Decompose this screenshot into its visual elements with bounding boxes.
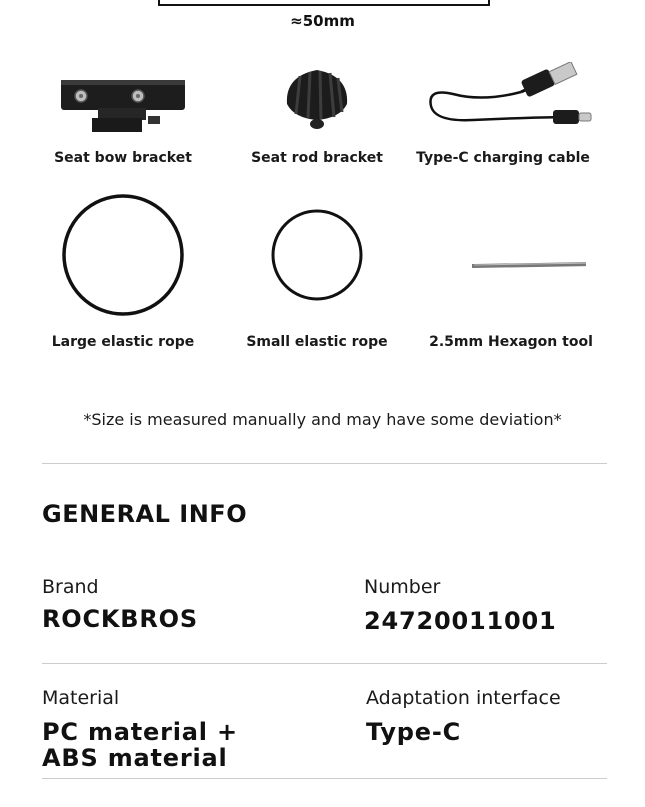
accessory-label: Type-C charging cable	[416, 150, 590, 166]
interface-label: Adaptation interface	[366, 687, 561, 709]
accessory-hex-tool	[406, 194, 616, 350]
accessory-label: 2.5mm Hexagon tool	[429, 334, 593, 350]
accessory-label: Large elastic rope	[51, 334, 195, 350]
size-note: *Size is measured manually and may have some deviation*	[83, 410, 562, 429]
dimension-bracket	[158, 0, 490, 6]
general-info-title: GENERAL INFO	[42, 500, 248, 528]
large-ring-icon	[58, 194, 188, 324]
divider	[42, 778, 607, 779]
accessory-seat-rod-bracket	[212, 62, 422, 166]
material-value-line1: PC material +	[42, 718, 238, 746]
type-c-cable-icon	[413, 62, 593, 142]
accessory-label: Seat rod bracket	[251, 150, 383, 166]
brand-value: ROCKBROS	[42, 605, 198, 633]
number-value: 24720011001	[364, 607, 557, 635]
accessory-small-elastic-rope	[212, 194, 422, 350]
hex-key-icon	[436, 194, 586, 324]
dimension-label: ≈50mm	[290, 12, 355, 30]
material-value-line2: ABS material	[42, 744, 228, 772]
accessory-seat-bow-bracket	[18, 62, 228, 166]
divider	[42, 663, 607, 664]
accessory-large-elastic-rope	[18, 194, 228, 350]
seat-bow-bracket-icon	[48, 62, 198, 142]
interface-value: Type-C	[366, 718, 461, 746]
accessory-label: Small elastic rope	[246, 334, 388, 350]
seat-rod-bracket-icon	[242, 62, 392, 142]
small-ring-icon	[252, 194, 382, 324]
brand-label: Brand	[42, 576, 99, 598]
material-label: Material	[42, 687, 120, 709]
accessory-label: Seat bow bracket	[54, 150, 192, 166]
accessory-type-c-cable	[398, 62, 608, 166]
divider	[42, 463, 607, 464]
number-label: Number	[364, 576, 441, 598]
